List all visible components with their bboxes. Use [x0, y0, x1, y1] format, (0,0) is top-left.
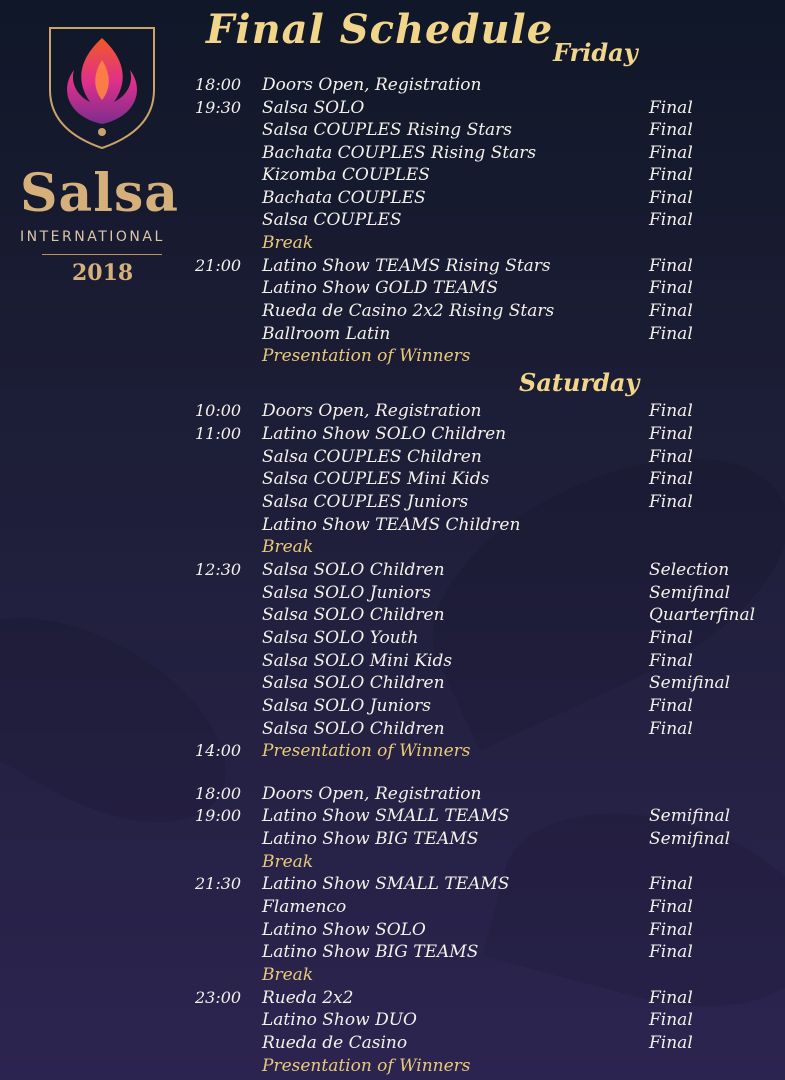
- schedule-row: [0, 987, 785, 1009]
- schedule-row: [0, 919, 785, 941]
- schedule-stage: Final: [649, 165, 693, 185]
- schedule-stage: Final: [649, 696, 693, 716]
- schedule-event: Rueda de Casino 2x2 Rising Stars: [262, 301, 555, 321]
- schedule-time: 23:00: [195, 988, 242, 1007]
- schedule-event: Presentation of Winners: [262, 741, 471, 761]
- schedule-stage: Final: [649, 324, 693, 344]
- schedule-row: [0, 941, 785, 963]
- schedule-stage: Final: [649, 120, 693, 140]
- schedule-stage: Final: [649, 301, 693, 321]
- day-heading-saturday: Saturday: [519, 368, 640, 397]
- schedule-row: [0, 740, 785, 762]
- schedule-row: [0, 627, 785, 649]
- schedule-row: [0, 255, 785, 277]
- schedule-stage: Final: [649, 942, 693, 962]
- schedule-row: [0, 672, 785, 694]
- schedule-time: 14:00: [195, 741, 242, 760]
- schedule-event: Salsa COUPLES: [262, 210, 402, 230]
- schedule-row: [0, 400, 785, 422]
- schedule-row: [0, 514, 785, 536]
- schedule-time: 21:00: [195, 256, 242, 275]
- schedule-event: Doors Open, Registration: [262, 401, 482, 421]
- schedule-event: Doors Open, Registration: [262, 784, 482, 804]
- schedule-stage: Final: [649, 447, 693, 467]
- schedule-time: 18:00: [195, 75, 242, 94]
- schedule-stage: Final: [649, 651, 693, 671]
- schedule-event: Salsa COUPLES Children: [262, 447, 482, 467]
- schedule-event: Break: [262, 852, 314, 872]
- schedule-stage: Final: [649, 98, 693, 118]
- schedule-row: [0, 142, 785, 164]
- schedule-stage: Final: [649, 210, 693, 230]
- schedule-stage: Semifinal: [649, 806, 731, 826]
- schedule-stage: Final: [649, 628, 693, 648]
- schedule-row: [0, 97, 785, 119]
- schedule-stage: Final: [649, 920, 693, 940]
- schedule-stage: Final: [649, 897, 693, 917]
- schedule-event: Salsa COUPLES Rising Stars: [262, 120, 513, 140]
- schedule-row: [0, 964, 785, 986]
- schedule-row: [0, 604, 785, 626]
- schedule-row: [0, 164, 785, 186]
- schedule-row: [0, 828, 785, 850]
- schedule-event: Latino Show SMALL TEAMS: [262, 806, 510, 826]
- page-title: Final Schedule: [206, 6, 554, 53]
- schedule-stage: Final: [649, 1033, 693, 1053]
- schedule-stage: Final: [649, 988, 693, 1008]
- schedule-row: [0, 491, 785, 513]
- schedule-event: Ballroom Latin: [262, 324, 391, 344]
- schedule-stage: Semifinal: [649, 829, 731, 849]
- schedule-event: Latino Show TEAMS Rising Stars: [262, 256, 551, 276]
- schedule-stage: Semifinal: [649, 583, 731, 603]
- schedule-event: Salsa SOLO Children: [262, 673, 445, 693]
- schedule-row: [0, 423, 785, 445]
- schedule-event: Bachata COUPLES: [262, 188, 426, 208]
- schedule-row: [0, 851, 785, 873]
- schedule-row: [0, 805, 785, 827]
- schedule-row: [0, 718, 785, 740]
- schedule-row: [0, 345, 785, 367]
- schedule-event: Latino Show SOLO: [262, 920, 426, 940]
- schedule-time: 19:00: [195, 806, 242, 825]
- logo-subtitle: INTERNATIONAL: [20, 229, 165, 245]
- schedule-event: Salsa SOLO Mini Kids: [262, 651, 453, 671]
- schedule-row: [0, 873, 785, 895]
- schedule-event: Doors Open, Registration: [262, 75, 482, 95]
- schedule-time: 10:00: [195, 401, 242, 420]
- schedule-row: [0, 536, 785, 558]
- schedule-row: [0, 896, 785, 918]
- schedule-event: Presentation of Winners: [262, 1056, 471, 1076]
- schedule-time: 11:00: [195, 424, 242, 443]
- schedule-row: [0, 1009, 785, 1031]
- schedule-event: Salsa SOLO Juniors: [262, 583, 431, 603]
- schedule-row: [0, 695, 785, 717]
- schedule-row: [0, 74, 785, 96]
- schedule-row: [0, 1055, 785, 1077]
- schedule-event: Bachata COUPLES Rising Stars: [262, 143, 537, 163]
- day-heading-friday: Friday: [553, 38, 638, 67]
- schedule-stage: Final: [649, 256, 693, 276]
- schedule-event: Salsa SOLO Children: [262, 605, 445, 625]
- schedule-row: [0, 119, 785, 141]
- schedule-event: Latino Show TEAMS Children: [262, 515, 521, 535]
- schedule-row: [0, 582, 785, 604]
- schedule-row: [0, 187, 785, 209]
- schedule-event: Latino Show SMALL TEAMS: [262, 874, 510, 894]
- schedule-event: Kizomba COUPLES: [262, 165, 430, 185]
- schedule-event: Salsa COUPLES Juniors: [262, 492, 469, 512]
- schedule-stage: Final: [649, 143, 693, 163]
- logo-wordmark: Salsa: [20, 163, 179, 224]
- schedule-time: 18:00: [195, 784, 242, 803]
- schedule-event: Break: [262, 965, 314, 985]
- schedule-event: Latino Show SOLO Children: [262, 424, 507, 444]
- schedule-event: Salsa SOLO Children: [262, 560, 445, 580]
- schedule-time: 19:30: [195, 98, 242, 117]
- schedule-event: Latino Show DUO: [262, 1010, 417, 1030]
- schedule-row: [0, 783, 785, 805]
- schedule-event: Rueda 2x2: [262, 988, 354, 1008]
- schedule-row: [0, 277, 785, 299]
- schedule-stage: Semifinal: [649, 673, 731, 693]
- schedule-event: Break: [262, 233, 314, 253]
- schedule-event: Salsa SOLO Juniors: [262, 696, 431, 716]
- schedule-row: [0, 232, 785, 254]
- schedule-stage: Final: [649, 469, 693, 489]
- logo-year: 2018: [72, 260, 134, 286]
- schedule-event: Salsa SOLO Youth: [262, 628, 419, 648]
- schedule-event: Flamenco: [262, 897, 347, 917]
- schedule-stage: Final: [649, 492, 693, 512]
- schedule-event: Latino Show BIG TEAMS: [262, 942, 479, 962]
- schedule-row: [0, 468, 785, 490]
- schedule-row: [0, 559, 785, 581]
- schedule-stage: Final: [649, 1010, 693, 1030]
- schedule-event: Salsa SOLO Children: [262, 719, 445, 739]
- schedule-stage: Final: [649, 719, 693, 739]
- schedule-event: Latino Show BIG TEAMS: [262, 829, 479, 849]
- schedule-stage: Final: [649, 874, 693, 894]
- schedule-event: Break: [262, 537, 314, 557]
- schedule-event: Salsa COUPLES Mini Kids: [262, 469, 490, 489]
- schedule-stage: Quarterfinal: [649, 605, 756, 625]
- schedule-event: Presentation of Winners: [262, 346, 471, 366]
- schedule-time: 21:30: [195, 874, 242, 893]
- schedule-event: Salsa SOLO: [262, 98, 365, 118]
- schedule-stage: Final: [649, 278, 693, 298]
- schedule-stage: Final: [649, 401, 693, 421]
- schedule-row: [0, 1032, 785, 1054]
- schedule-row: [0, 209, 785, 231]
- schedule-row: [0, 650, 785, 672]
- schedule-event: Latino Show GOLD TEAMS: [262, 278, 498, 298]
- schedule-row: [0, 446, 785, 468]
- schedule-row: [0, 323, 785, 345]
- schedule-row: [0, 300, 785, 322]
- schedule-stage: Final: [649, 424, 693, 444]
- schedule-event: Rueda de Casino: [262, 1033, 408, 1053]
- schedule-stage: Selection: [649, 560, 730, 580]
- schedule-stage: Final: [649, 188, 693, 208]
- schedule-time: 12:30: [195, 560, 242, 579]
